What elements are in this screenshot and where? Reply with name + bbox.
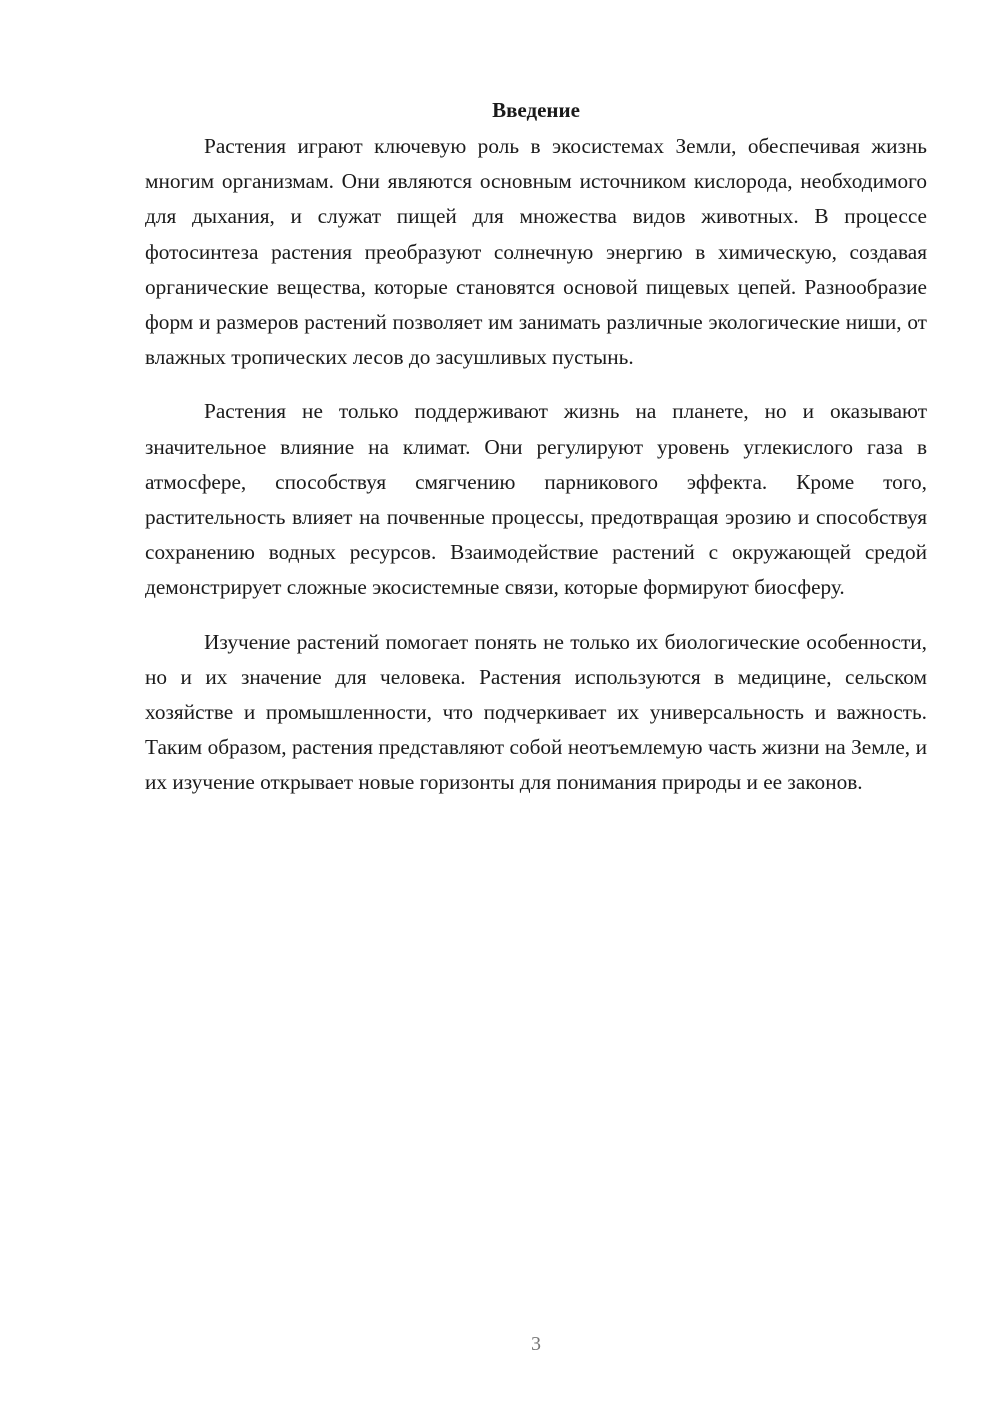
paragraph-2: Растения не только поддерживают жизнь на планете, но и оказывают значительное влияние на климат. Они регулируют уровень углекислого газа в атмосфере, способствуя смягчению парникового эффекта. Кроме того, растительность влияет на почвенные процессы, предотвращая эрозию и способствуя сохранению водных ресурсов. Взаимодействие растений с окружающей средой демонстрирует сложные экосистемные связи, которые формируют биосферу. — [145, 399, 927, 600]
page-content — [145, 95, 927, 820]
paragraph-1: Растения играют ключевую роль в экосистемах Земли, обеспечивая жизнь многим организмам. Они являются основным источником кислорода, необходимого для дыхания, и служат пищей для множества видов животных. В процессе фотосинтеза растения преобразуют солнечную энергию в химическую, создавая органические вещества, которые становятся основой пищевых цепей. Разнообразие форм и размеров растений позволяет им занимать различные экологические ниши, от влажных тропических лесов до засушливых пустынь. — [145, 134, 927, 370]
section-heading: Введение — [492, 98, 580, 122]
page-number: 3 — [531, 1333, 541, 1355]
paragraph-3: Изучение растений помогает понять не только их биологические особенности, но и их значение для человека. Растения используются в медицине, сельском хозяйстве и промышленности, что подчеркивает их универсальность и важность. Таким образом, растения представляют собой неотъемлемую часть жизни на Земле, и их изучение открывает новые горизонты для понимания природы и ее законов. — [145, 629, 927, 795]
